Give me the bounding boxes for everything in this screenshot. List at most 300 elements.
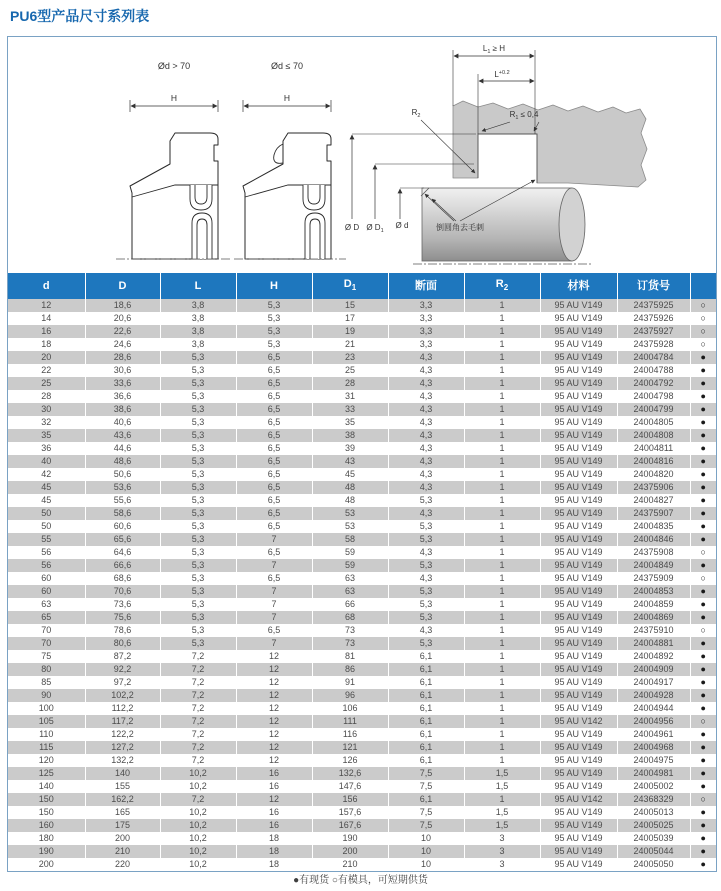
table-cell: 24004816 — [617, 455, 690, 468]
table-cell: 16 — [236, 819, 312, 832]
seal-mid-label: Ød ≤ 70 — [271, 61, 303, 71]
table-cell: 24004975 — [617, 754, 690, 767]
table-cell: 1 — [464, 598, 540, 611]
table-cell: 95 AU V149 — [540, 299, 617, 312]
table-cell: 4,3 — [388, 377, 464, 390]
table-cell: 18,6 — [85, 299, 160, 312]
table-cell: 3 — [464, 832, 540, 845]
table-cell: 5,3 — [388, 611, 464, 624]
table-cell: 70 — [8, 624, 85, 637]
table-cell: 7,2 — [160, 689, 236, 702]
table-row — [8, 468, 716, 481]
table-row — [8, 845, 716, 858]
table-cell: 5,3 — [160, 611, 236, 624]
table-cell: 12 — [236, 754, 312, 767]
table-cell: 5,3 — [160, 624, 236, 637]
availability-dot: ● — [700, 703, 706, 714]
table-cell: 95 AU V149 — [540, 858, 617, 871]
table-cell: 6,1 — [388, 689, 464, 702]
table-cell: 5,3 — [160, 416, 236, 429]
table-cell: 167,6 — [312, 819, 388, 832]
availability-dot: ● — [690, 533, 716, 546]
table-cell: 75 — [8, 650, 85, 663]
table-cell: 6,1 — [388, 741, 464, 754]
table-cell: 64,6 — [85, 546, 160, 559]
table-cell: 73,6 — [85, 598, 160, 611]
table-cell: 5,3 — [160, 559, 236, 572]
col-header-D1: $D_1$ — [312, 273, 388, 299]
table-cell: 3,3 — [388, 338, 464, 351]
table-cell: 12 — [8, 299, 85, 312]
table-row — [8, 338, 716, 351]
table-cell: 200 — [8, 858, 85, 871]
table-cell: 48 — [312, 481, 388, 494]
table-cell: 14 — [8, 312, 85, 325]
table-cell: 5,3 — [388, 585, 464, 598]
table-cell: 95 AU V149 — [540, 455, 617, 468]
table-cell: 95 AU V149 — [540, 533, 617, 546]
table-cell: 24004835 — [617, 520, 690, 533]
availability-dot: ● — [700, 677, 706, 688]
page-title: PU6型产品尺寸系列表 — [10, 8, 150, 24]
table-cell: 18 — [8, 338, 85, 351]
table-cell: 1 — [464, 468, 540, 481]
table-cell: 1 — [464, 689, 540, 702]
table-cell: 4,3 — [388, 442, 464, 455]
table-cell: 210 — [85, 845, 160, 858]
table-cell: 36 — [8, 442, 85, 455]
dim-label-r2: $R_2$ — [411, 108, 421, 119]
table-cell: 24004869 — [617, 611, 690, 624]
table-row — [8, 572, 716, 585]
table-cell: 116 — [312, 728, 388, 741]
table-cell: 155 — [85, 780, 160, 793]
col-header-L: L — [160, 273, 236, 299]
table-cell: 55,6 — [85, 494, 160, 507]
table-cell: 18 — [236, 832, 312, 845]
table-cell: 3,3 — [388, 325, 464, 338]
table-cell: 70 — [8, 637, 85, 650]
table-cell: 1 — [464, 754, 540, 767]
table-cell: 95 AU V149 — [540, 767, 617, 780]
table-cell: 5,3 — [160, 533, 236, 546]
table-cell: 6,5 — [236, 624, 312, 637]
table-cell: 24004798 — [617, 390, 690, 403]
table-cell: 24004792 — [617, 377, 690, 390]
table-cell: 200 — [85, 832, 160, 845]
table-row — [8, 676, 716, 689]
availability-dot: ● — [690, 403, 716, 416]
table-cell: 10,2 — [160, 806, 236, 819]
table-cell: 6,5 — [236, 468, 312, 481]
table-cell: 53,6 — [85, 481, 160, 494]
table-cell: 24004968 — [617, 741, 690, 754]
table-cell: 5,3 — [160, 481, 236, 494]
table-cell: 127,2 — [85, 741, 160, 754]
table-cell: 24004909 — [617, 663, 690, 676]
availability-dot: ● — [700, 417, 706, 428]
table-row — [8, 793, 716, 806]
availability-dot: ● — [690, 637, 716, 650]
availability-dot: ● — [690, 455, 716, 468]
table-cell: 4,3 — [388, 416, 464, 429]
table-cell: 24004820 — [617, 468, 690, 481]
table-cell: 50 — [8, 520, 85, 533]
table-cell: 86 — [312, 663, 388, 676]
availability-dot: ● — [700, 521, 706, 532]
table-cell: 28 — [312, 377, 388, 390]
table-cell: 28,6 — [85, 351, 160, 364]
table-row — [8, 715, 716, 728]
table-cell: 7,2 — [160, 754, 236, 767]
table-cell: 25 — [312, 364, 388, 377]
dim-label-dia-d: Ø d — [395, 221, 409, 230]
table-cell: 5,3 — [160, 390, 236, 403]
table-cell: 4,3 — [388, 455, 464, 468]
table-cell: 5,3 — [160, 377, 236, 390]
size-table — [8, 273, 716, 871]
table-row — [8, 624, 716, 637]
table-cell: 157,6 — [312, 806, 388, 819]
table-cell: 30,6 — [85, 364, 160, 377]
table-cell: 6,5 — [236, 494, 312, 507]
table-cell: 5,3 — [388, 559, 464, 572]
table-cell: 59 — [312, 559, 388, 572]
table-cell: 45 — [8, 481, 85, 494]
table-cell: 125 — [8, 767, 85, 780]
installation-drawing — [345, 44, 647, 264]
table-cell: 24005013 — [617, 806, 690, 819]
table-cell: 5,3 — [160, 637, 236, 650]
table-cell: 7 — [236, 598, 312, 611]
table-cell: 42 — [8, 468, 85, 481]
table-cell: 95 AU V149 — [540, 676, 617, 689]
table-cell: 48 — [312, 494, 388, 507]
table-cell: 3,8 — [160, 325, 236, 338]
table-cell: 95 AU V149 — [540, 312, 617, 325]
product-drawing — [8, 37, 716, 273]
table-cell: 7 — [236, 533, 312, 546]
table-cell: 95 AU V149 — [540, 416, 617, 429]
table-cell: 5,3 — [160, 364, 236, 377]
table-cell: 5,3 — [160, 520, 236, 533]
table-cell: 45 — [312, 468, 388, 481]
table-row — [8, 611, 716, 624]
table-cell: 95 AU V149 — [540, 325, 617, 338]
col-header-H: H — [236, 273, 312, 299]
table-cell: 5,3 — [236, 338, 312, 351]
table-cell: 1 — [464, 520, 540, 533]
table-cell: 24004808 — [617, 429, 690, 442]
table-cell: 24375906 — [617, 481, 690, 494]
availability-dot: ○ — [700, 573, 706, 584]
table-cell: 1 — [464, 741, 540, 754]
table-cell: 4,3 — [388, 572, 464, 585]
table-row — [8, 520, 716, 533]
table-cell: 7,2 — [160, 702, 236, 715]
availability-dot: ● — [700, 807, 706, 818]
availability-dot: ● — [690, 507, 716, 520]
table-row — [8, 754, 716, 767]
table-cell: 4,3 — [388, 403, 464, 416]
availability-dot: ● — [700, 495, 706, 506]
table-cell: 24368329 — [617, 793, 690, 806]
table-cell: 1 — [464, 312, 540, 325]
table-cell: 44,6 — [85, 442, 160, 455]
col-header-availability — [690, 273, 716, 299]
table-cell: 24005039 — [617, 832, 690, 845]
table-cell: 1,5 — [464, 767, 540, 780]
table-cell: 6,1 — [388, 728, 464, 741]
table-cell: 6,5 — [236, 572, 312, 585]
table-cell: 7,2 — [160, 793, 236, 806]
table-cell: 24004892 — [617, 650, 690, 663]
table-cell: 10,2 — [160, 858, 236, 871]
table-cell: 24004849 — [617, 559, 690, 572]
availability-dot: ● — [690, 585, 716, 598]
table-cell: 1 — [464, 507, 540, 520]
table-cell: 65,6 — [85, 533, 160, 546]
table-cell: 6,1 — [388, 702, 464, 715]
table-cell: 95 AU V142 — [540, 715, 617, 728]
table-cell: 102,2 — [85, 689, 160, 702]
table-cell: 7,2 — [160, 676, 236, 689]
availability-dot: ● — [690, 377, 716, 390]
col-header-D: D — [85, 273, 160, 299]
table-cell: 6,1 — [388, 663, 464, 676]
table-cell: 63 — [8, 598, 85, 611]
table-cell: 95 AU V149 — [540, 663, 617, 676]
table-cell: 95 AU V149 — [540, 572, 617, 585]
table-cell: 1 — [464, 403, 540, 416]
table-cell: 162,2 — [85, 793, 160, 806]
table-cell: 1 — [464, 585, 540, 598]
table-cell: 1 — [464, 559, 540, 572]
table-cell: 6,5 — [236, 364, 312, 377]
table-cell: 7,2 — [160, 715, 236, 728]
table-row — [8, 325, 716, 338]
table-cell: 24004799 — [617, 403, 690, 416]
table-cell: 95 AU V149 — [540, 845, 617, 858]
table-cell: 68 — [312, 611, 388, 624]
availability-dot: ○ — [690, 715, 716, 728]
availability-dot: ● — [700, 859, 706, 870]
table-cell: 95 AU V149 — [540, 585, 617, 598]
table-cell: 5,3 — [160, 403, 236, 416]
table-cell: 117,2 — [85, 715, 160, 728]
table-cell: 6,5 — [236, 481, 312, 494]
table-cell: 24005002 — [617, 780, 690, 793]
table-cell: 68,6 — [85, 572, 160, 585]
table-cell: 6,5 — [236, 416, 312, 429]
table-cell: 43 — [312, 455, 388, 468]
table-cell: 24375928 — [617, 338, 690, 351]
table-cell: 24004853 — [617, 585, 690, 598]
table-cell: 95 AU V149 — [540, 832, 617, 845]
table-cell: 1 — [464, 442, 540, 455]
table-cell: 95 AU V149 — [540, 546, 617, 559]
dim-label-dia-D: Ø D — [344, 223, 360, 232]
table-row — [8, 403, 716, 416]
table-cell: 24,6 — [85, 338, 160, 351]
availability-dot: ● — [690, 351, 716, 364]
table-cell: 122,2 — [85, 728, 160, 741]
table-cell: 38 — [312, 429, 388, 442]
table-cell: 21 — [312, 338, 388, 351]
table-cell: 60 — [8, 572, 85, 585]
table-cell: 4,3 — [388, 507, 464, 520]
table-cell: 95 AU V149 — [540, 624, 617, 637]
table-cell: 63 — [312, 572, 388, 585]
table-cell: 7,5 — [388, 819, 464, 832]
table-cell: 97,2 — [85, 676, 160, 689]
table-cell: 4,3 — [388, 390, 464, 403]
table-cell: 1 — [464, 702, 540, 715]
table-cell: 95 AU V149 — [540, 390, 617, 403]
table-cell: 3 — [464, 845, 540, 858]
table-cell: 24004827 — [617, 494, 690, 507]
table-cell: 6,1 — [388, 793, 464, 806]
table-cell: 12 — [236, 663, 312, 676]
table-row — [8, 663, 716, 676]
table-cell: 10,2 — [160, 832, 236, 845]
table-cell: 7,2 — [160, 650, 236, 663]
table-cell: 24004981 — [617, 767, 690, 780]
table-cell: 6,1 — [388, 650, 464, 663]
table-cell: 5,3 — [388, 494, 464, 507]
table-cell: 1,5 — [464, 819, 540, 832]
table-cell: 53 — [312, 507, 388, 520]
table-cell: 24004859 — [617, 598, 690, 611]
table-cell: 1 — [464, 377, 540, 390]
availability-dot: ○ — [700, 313, 706, 324]
table-row — [8, 481, 716, 494]
table-cell: 1 — [464, 676, 540, 689]
table-cell: 95 AU V149 — [540, 429, 617, 442]
table-cell: 95 AU V149 — [540, 442, 617, 455]
table-cell: 85 — [8, 676, 85, 689]
table-cell: 59 — [312, 546, 388, 559]
col-header-d: d — [8, 273, 85, 299]
table-cell: 90 — [8, 689, 85, 702]
table-cell: 147,6 — [312, 780, 388, 793]
table-cell: 5,3 — [388, 520, 464, 533]
table-cell: 33 — [312, 403, 388, 416]
table-cell: 16 — [236, 767, 312, 780]
table-cell: 24375909 — [617, 572, 690, 585]
table-cell: 5,3 — [160, 585, 236, 598]
table-cell: 5,3 — [236, 325, 312, 338]
seal-profile-mid — [243, 133, 331, 259]
table-cell: 95 AU V149 — [540, 611, 617, 624]
dim-label-dia-D1: Ø $D_1$ — [366, 223, 384, 234]
table-cell: 30 — [8, 403, 85, 416]
table-cell: 1 — [464, 650, 540, 663]
table-cell: 24005050 — [617, 858, 690, 871]
table-cell: 24005025 — [617, 819, 690, 832]
table-cell: 105 — [8, 715, 85, 728]
table-cell: 7,2 — [160, 728, 236, 741]
dim-label-h-mid: H — [283, 93, 291, 103]
table-cell: 10 — [388, 845, 464, 858]
table-cell: 6,5 — [236, 351, 312, 364]
table-cell: 132,2 — [85, 754, 160, 767]
table-cell: 24004784 — [617, 351, 690, 364]
table-cell: 1 — [464, 793, 540, 806]
table-cell: 10,2 — [160, 845, 236, 858]
table-cell: 7,2 — [160, 663, 236, 676]
table-cell: 10,2 — [160, 780, 236, 793]
table-cell: 7,2 — [160, 741, 236, 754]
table-row — [8, 780, 716, 793]
table-cell: 110 — [8, 728, 85, 741]
table-cell: 7 — [236, 559, 312, 572]
table-row — [8, 689, 716, 702]
seal-left-label: Ød > 70 — [157, 61, 191, 71]
table-row — [8, 728, 716, 741]
table-row — [8, 364, 716, 377]
table-cell: 6,1 — [388, 676, 464, 689]
table-cell: 48,6 — [85, 455, 160, 468]
table-cell: 17 — [312, 312, 388, 325]
table-cell: 6,5 — [236, 546, 312, 559]
table-row — [8, 507, 716, 520]
table-cell: 220 — [85, 858, 160, 871]
table-cell: 24004956 — [617, 715, 690, 728]
table-cell: 43,6 — [85, 429, 160, 442]
table-cell: 24004928 — [617, 689, 690, 702]
table-cell: 1 — [464, 637, 540, 650]
table-cell: 95 AU V149 — [540, 377, 617, 390]
table-cell: 58,6 — [85, 507, 160, 520]
table-cell: 1 — [464, 416, 540, 429]
table-row — [8, 650, 716, 663]
table-cell: 36,6 — [85, 390, 160, 403]
table-cell: 24004788 — [617, 364, 690, 377]
table-cell: 5,3 — [160, 494, 236, 507]
availability-dot: ● — [700, 443, 706, 454]
table-row — [8, 806, 716, 819]
table-row — [8, 559, 716, 572]
table-cell: 1 — [464, 728, 540, 741]
table-cell: 15 — [312, 299, 388, 312]
table-cell: 81 — [312, 650, 388, 663]
table-cell: 121 — [312, 741, 388, 754]
table-cell: 18 — [236, 845, 312, 858]
table-cell: 95 AU V149 — [540, 598, 617, 611]
table-cell: 60 — [8, 585, 85, 598]
table-cell: 95 AU V149 — [540, 468, 617, 481]
table-row — [8, 312, 716, 325]
table-cell: 5,3 — [388, 637, 464, 650]
table-cell: 1,5 — [464, 780, 540, 793]
table-cell: 12 — [236, 676, 312, 689]
table-cell: 3,8 — [160, 299, 236, 312]
table-cell: 95 AU V149 — [540, 637, 617, 650]
table-cell: 1 — [464, 533, 540, 546]
table-cell: 50 — [8, 507, 85, 520]
availability-dot: ● — [700, 729, 706, 740]
table-cell: 75,6 — [85, 611, 160, 624]
col-header-order-no: 订货号 — [617, 273, 690, 299]
availability-dot: ● — [690, 663, 716, 676]
availability-dot: ○ — [690, 299, 716, 312]
table-cell: 12 — [236, 728, 312, 741]
table-cell: 95 AU V149 — [540, 403, 617, 416]
table-row — [8, 585, 716, 598]
table-cell: 95 AU V149 — [540, 338, 617, 351]
table-row — [8, 858, 716, 871]
